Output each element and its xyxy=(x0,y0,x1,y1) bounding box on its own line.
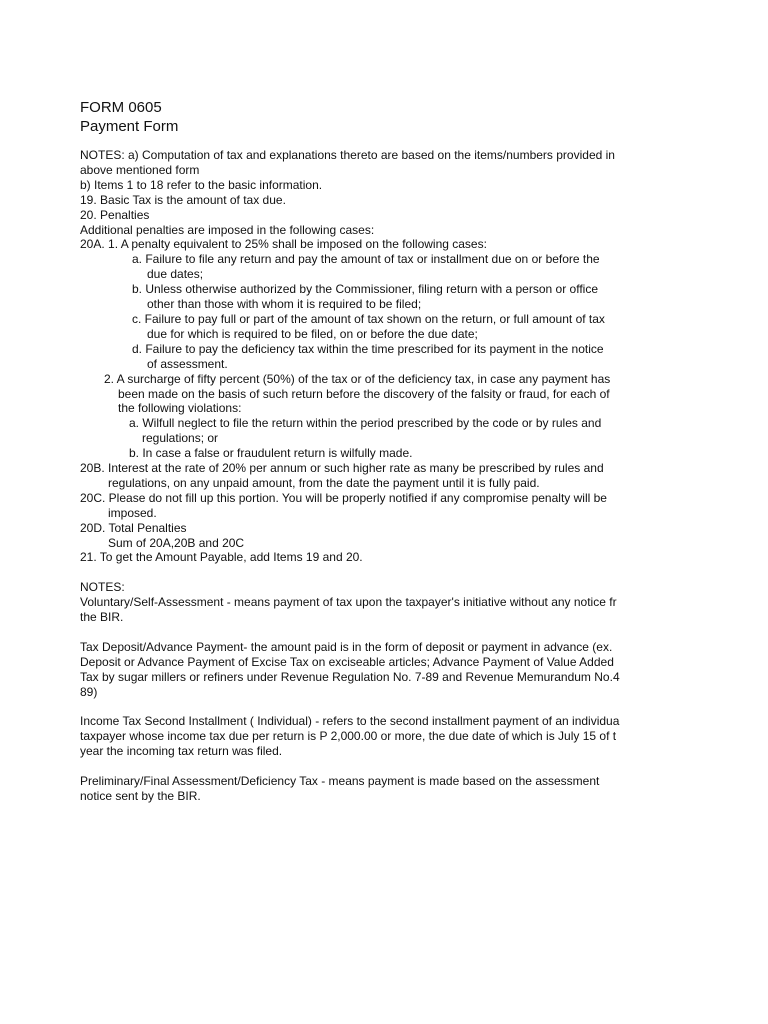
note-line: 2. A surcharge of fifty percent (50%) of the tax or of the deficiency tax, in case any payment has xyxy=(104,371,611,386)
definition-line: 89) xyxy=(80,684,98,699)
definition-line: taxpayer whose income tax due per return is P 2,000.00 or more, the due date of which is July 15 of t xyxy=(80,729,617,744)
note-line: 20A. 1. A penalty equivalent to 25% shall be imposed on the following cases: xyxy=(80,237,487,252)
note-line: been made on the basis of such return before the discovery of the falsity or fraud, for each of xyxy=(118,386,610,401)
definition-line: Income Tax Second Installment ( Individual) - refers to the second installment payment of an individua xyxy=(80,714,620,729)
note-line: Sum of 20A,20B and 20C xyxy=(108,535,245,550)
note-line: 20. Penalties xyxy=(80,207,150,222)
note-line: a. Wilfull neglect to file the return within the period prescribed by the code or by rules and xyxy=(129,416,602,431)
definition-line: notice sent by the BIR. xyxy=(80,788,201,803)
definition-line: Deposit or Advance Payment of Excise Tax on exciseable articles; Advance Payment of Value Added xyxy=(80,654,614,669)
note-line: 21. To get the Amount Payable, add Items 19 and 20. xyxy=(80,550,363,565)
note-line: a. Failure to file any return and pay the amount of tax or installment due on or before the xyxy=(132,252,600,267)
definition-paragraph xyxy=(80,640,642,700)
note-line: 20C. Please do not fill up this portion. You will be properly notified if any compromise penalty will be xyxy=(80,490,607,505)
note-line: 20B. Interest at the rate of 20% per annum or such higher rate as many be prescribed by rules and xyxy=(80,461,604,476)
definition-paragraph xyxy=(80,774,642,804)
definition-line: year the incoming tax return was filed. xyxy=(80,744,283,759)
note-line: b. Unless otherwise authorized by the Commissioner, filing return with a person or office xyxy=(132,282,599,297)
notes2-section xyxy=(80,595,642,804)
note-line: 20D. Total Penalties xyxy=(80,520,187,535)
definition-line: Tax by sugar millers or refiners under Revenue Regulation No. 7-89 and Revenue Memurandum No.4 xyxy=(80,669,620,684)
note-line: b. In case a false or fraudulent return is wilfully made. xyxy=(129,446,413,461)
form-subtitle: Payment Form xyxy=(80,118,179,135)
note-line: Additional penalties are imposed in the following cases: xyxy=(80,222,375,237)
note-line: d. Failure to pay the deficiency tax within the time prescribed for its payment in the notice xyxy=(132,341,604,356)
note-line: NOTES: a) Computation of tax and explanations thereto are based on the items/numbers provided in xyxy=(80,148,615,162)
definition-line: Preliminary/Final Assessment/Deficiency Tax - means payment is made based on the assessment xyxy=(80,774,600,788)
definition-line: the BIR. xyxy=(80,610,124,625)
note-line: regulations, on any unpaid amount, from the date the payment until it is fully paid. xyxy=(108,475,540,490)
note-line: 19. Basic Tax is the amount of tax due. xyxy=(80,192,286,207)
notes-section xyxy=(80,148,642,565)
note-line: other than those with whom it is required to be filed; xyxy=(147,297,422,312)
note-line: above mentioned form xyxy=(80,162,200,177)
definition-line: Tax Deposit/Advance Payment- the amount paid is in the form of deposit or payment in advance (ex. xyxy=(80,639,613,654)
document-body xyxy=(80,98,642,804)
definition-line: Voluntary/Self-Assessment - means payment of tax upon the taxpayer's initiative without any notice fr xyxy=(80,595,617,610)
note-line: regulations; or xyxy=(142,431,219,446)
note-line: imposed. xyxy=(108,505,157,520)
notes2-heading: NOTES: xyxy=(80,580,125,595)
definition-paragraph xyxy=(80,714,642,759)
definition-paragraph xyxy=(80,595,642,625)
note-line: due for which is required to be filed, on or before the due date; xyxy=(147,326,478,341)
form-title: FORM 0605 xyxy=(80,99,162,116)
note-line: c. Failure to pay full or part of the amount of tax shown on the return, or full amount of tax xyxy=(132,311,605,326)
note-line: due dates; xyxy=(147,267,204,282)
note-line: the following violations: xyxy=(118,401,242,416)
note-line: b) Items 1 to 18 refer to the basic information. xyxy=(80,177,323,192)
note-line: of assessment. xyxy=(147,356,228,371)
